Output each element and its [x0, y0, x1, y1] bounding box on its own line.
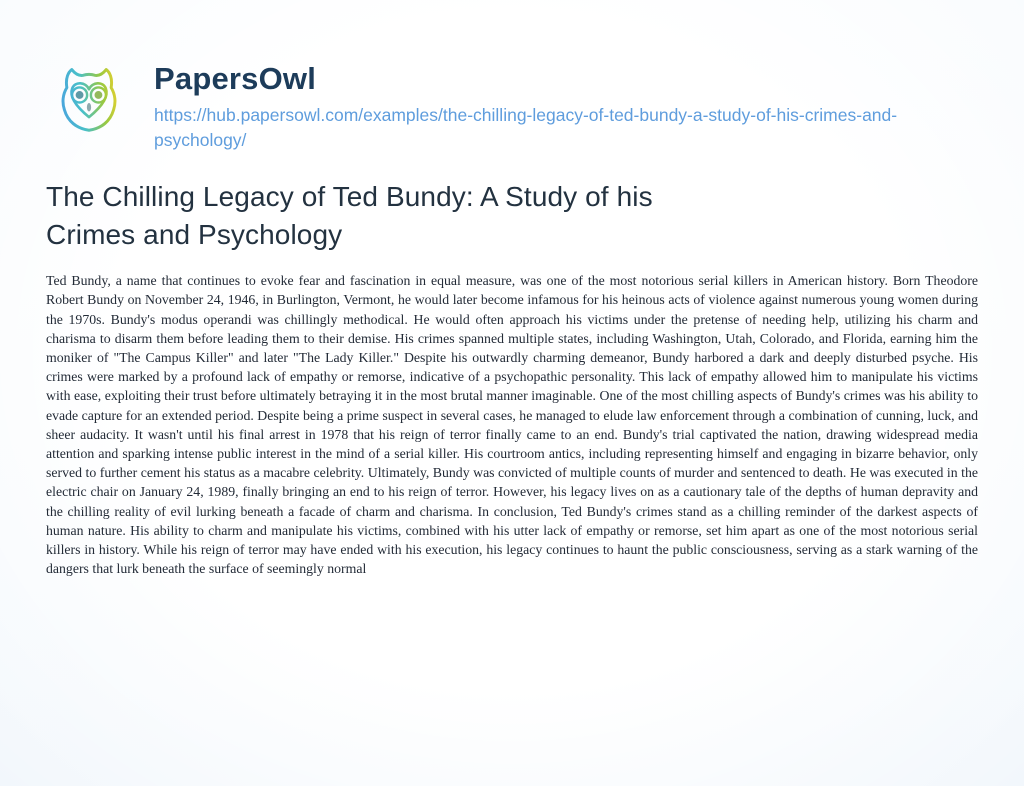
source-url-link[interactable]: https://hub.papersowl.com/examples/the-chilling-legacy-of-ted-bundy-a-study-of-his-crimes-and-psychology/ — [154, 105, 898, 151]
header-text-block — [154, 60, 978, 153]
brand-title: PapersOwl — [154, 61, 317, 96]
papersowl-owl-logo-icon — [48, 60, 130, 148]
article-body-text: Ted Bundy, a name that continues to evoke fear and fascination in equal measure, was one of the most notorious serial killers in American history. Born Theodore Robert Bundy on November 24, 1946, in Burlington, Vermont, he would later become infamous for his heinous acts of violence against numerous young women during the 1970s. Bundy's modus operandi was chillingly methodical. He would often approach his victims under the pretense of needing help, utilizing his charm and charisma to disarm them before leading them to their demise. His crimes spanned multiple states, including Washington, Utah, Colorado, and Florida, earning him the moniker of "The Campus Killer" and later "The Lady Killer." Despite his outwardly charming demeanor, Bundy harbored a dark and deeply disturbed psyche. His crimes were marked by a profound lack of empathy or remorse, indicative of a psychopathic personality. This lack of empathy allowed him to manipulate his victims with ease, exploiting their trust before ultimately betraying it in the most brutal manner imaginable. One of the most chilling aspects of Bundy's crimes was his ability to evade capture for an extended period. Despite being a prime suspect in several cases, he managed to elude law enforcement through a combination of cunning, luck, and sheer audacity. It wasn't until his final arrest in 1978 that his reign of terror finally came to an end. Bundy's trial captivated the nation, drawing widespread media attention and sparking intense public interest in the mind of a serial killer. His courtroom antics, including representing himself and engaging in bizarre behavior, only served to further cement his status as a macabre celebrity. Ultimately, Bundy was convicted of multiple counts of murder and sentenced to death. He was executed in the electric chair on January 24, 1989, finally bringing an end to his reign of terror. However, his legacy lives on as a cautionary tale of the depths of human depravity and the chilling reality of evil lurking beneath a facade of charm and charisma. In conclusion, Ted Bundy's crimes stand as a chilling reminder of the darkest aspects of human nature. His ability to charm and manipulate his victims, combined with his utter lack of empathy or remorse, set him apart as one of the most notorious serial killers in history. While his reign of terror may have ended with his execution, his legacy continues to haunt the public consciousness, serving as a stark warning of the dangers that lurk beneath the surface of seemingly normal — [46, 273, 978, 577]
article-title: The Chilling Legacy of Ted Bundy: A Study of his Crimes and Psychology — [46, 181, 653, 251]
site-header — [46, 0, 978, 153]
